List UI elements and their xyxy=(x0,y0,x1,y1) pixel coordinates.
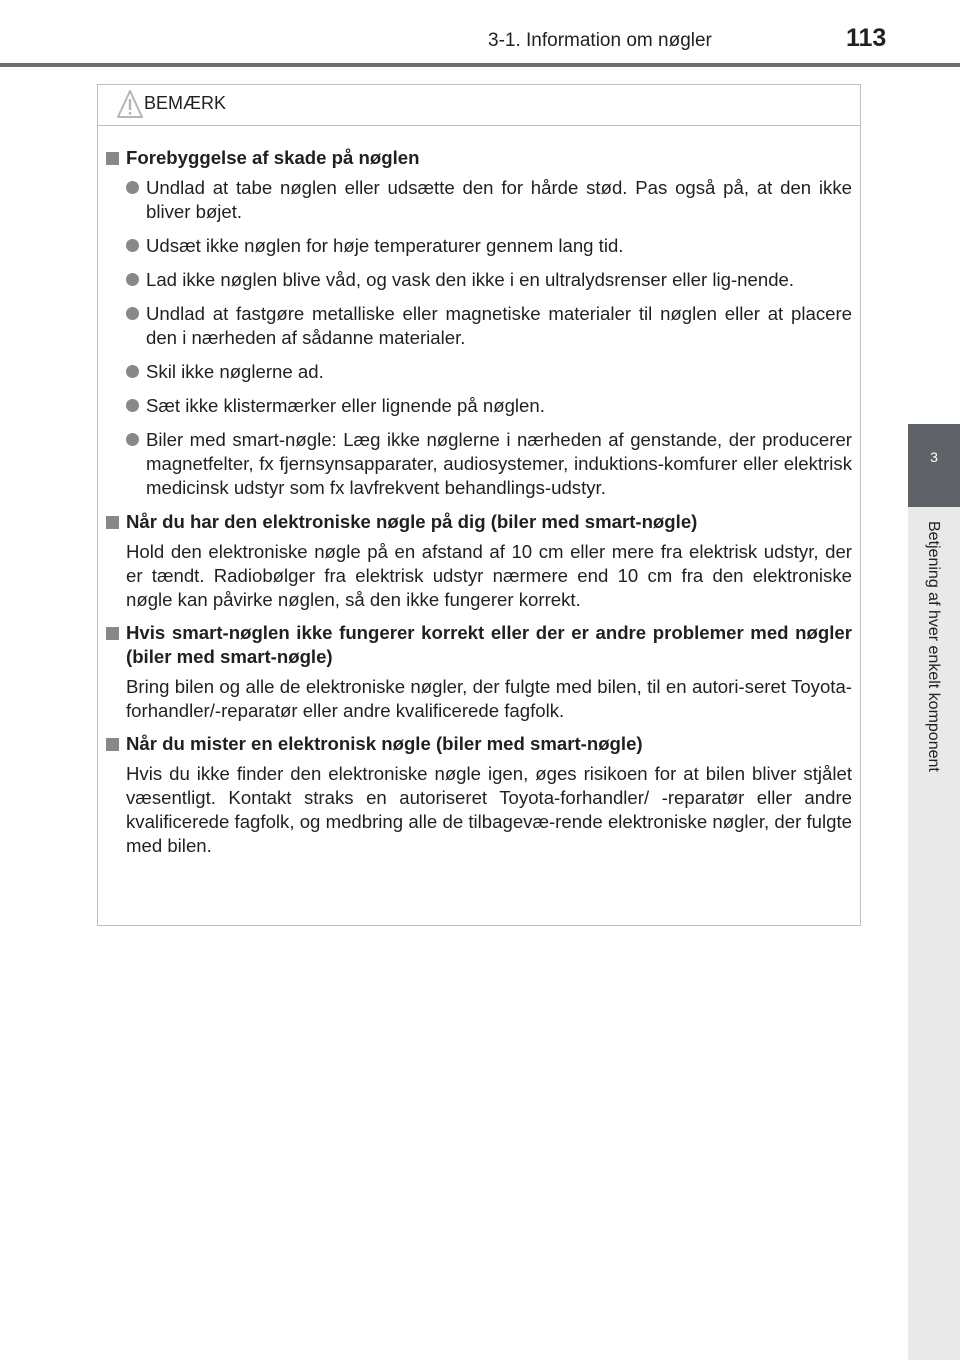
chapter-tab xyxy=(908,424,960,507)
square-bullet-icon xyxy=(106,516,119,529)
section-title-text: Hvis smart-nøglen ikke fungerer korrekt eller der er andre problemer med nøgler (biler med smart-nøgle) xyxy=(126,622,852,667)
circle-bullet-icon xyxy=(126,399,139,412)
notice-section xyxy=(106,146,852,500)
notice-section xyxy=(106,621,852,723)
bullet-text: Undlad at tabe nøglen eller udsætte den for hårde stød. Pas også på, at den ikke bliver bøjet. xyxy=(146,177,852,222)
page-number: 113 xyxy=(846,24,887,52)
bullet-item xyxy=(106,268,852,292)
section-paragraph: Hold den elektroniske nøgle på en afstand af 10 cm eller mere fra elektrisk udstyr, der er tændt. Radiobølger fra elektrisk udstyr nærmere end 10 cm fra den elektroniske nøgle kan påvirke nøglen, så den ikke fungerer korrekt. xyxy=(126,541,852,610)
bullet-text: Biler med smart-nøgle: Læg ikke nøglerne i nærheden af genstande, der producerer magnetfelter, fx fjernsynsapparater, audiosystemer, induktions-komfurer eller elektrisk medicinsk udstyr som fx lavfrekvent behandlings-udstyr. xyxy=(146,429,852,498)
square-bullet-icon xyxy=(106,738,119,751)
bullet-text: Lad ikke nøglen blive våd, og vask den ikke i en ultralydsrenser eller lig-nende. xyxy=(146,269,795,290)
bullet-text: Sæt ikke klistermærker eller lignende på nøglen. xyxy=(146,395,545,416)
circle-bullet-icon xyxy=(126,365,139,378)
section-title-text: Forebyggelse af skade på nøglen xyxy=(126,147,420,168)
bullet-item xyxy=(106,302,852,350)
bullet-item xyxy=(106,428,852,500)
bullet-item xyxy=(106,360,852,384)
section-heading xyxy=(106,146,852,170)
section-heading xyxy=(106,621,852,669)
chapter-title: Betjening af hver enkelt komponent xyxy=(925,521,942,772)
section-heading xyxy=(106,510,852,534)
circle-bullet-icon xyxy=(126,239,139,252)
notice-box xyxy=(97,84,861,926)
notice-body xyxy=(98,126,860,858)
chapter-number: 3 xyxy=(930,449,938,465)
bullet-text: Skil ikke nøglerne ad. xyxy=(146,361,324,382)
section-title-text: Når du har den elektroniske nøgle på dig (biler med smart-nøgle) xyxy=(126,511,698,532)
notice-section xyxy=(106,732,852,858)
bullet-item xyxy=(106,234,852,258)
bullet-item xyxy=(106,394,852,418)
section-heading xyxy=(106,732,852,756)
bullet-item xyxy=(106,176,852,224)
circle-bullet-icon xyxy=(126,181,139,194)
notice-header xyxy=(98,85,860,126)
bullet-text: Undlad at fastgøre metalliske eller magnetiske materialer til nøglen eller at placere den i nærheden af sådanne materialer. xyxy=(146,303,852,348)
notice-title: BEMÆRK xyxy=(144,93,227,113)
warning-triangle-icon xyxy=(116,88,144,125)
circle-bullet-icon xyxy=(126,433,139,446)
section-paragraph: Bring bilen og alle de elektroniske nøgler, der fulgte med bilen, til en autori-seret Toyota-forhandler/-reparatør eller andre kvalificerede fagfolk. xyxy=(126,676,852,721)
header-divider xyxy=(0,63,960,67)
section-title-text: Når du mister en elektronisk nøgle (biler med smart-nøgle) xyxy=(126,733,643,754)
section-title: 3-1. Information om nøgler xyxy=(488,30,712,51)
square-bullet-icon xyxy=(106,627,119,640)
notice-section xyxy=(106,510,852,612)
square-bullet-icon xyxy=(106,152,119,165)
circle-bullet-icon xyxy=(126,307,139,320)
bullet-text: Udsæt ikke nøglen for høje temperaturer gennem lang tid. xyxy=(146,235,624,256)
circle-bullet-icon xyxy=(126,273,139,286)
section-paragraph: Hvis du ikke finder den elektroniske nøgle igen, øges risikoen for at bilen bliver stjålet væsentligt. Kontakt straks en autoriseret Toyota-forhandler/ -reparatør eller andre kvalificerede fagfolk, og medbring alle de tilbagevæ-rende elektroniske nøgler, der fulgte med bilen. xyxy=(126,763,852,856)
